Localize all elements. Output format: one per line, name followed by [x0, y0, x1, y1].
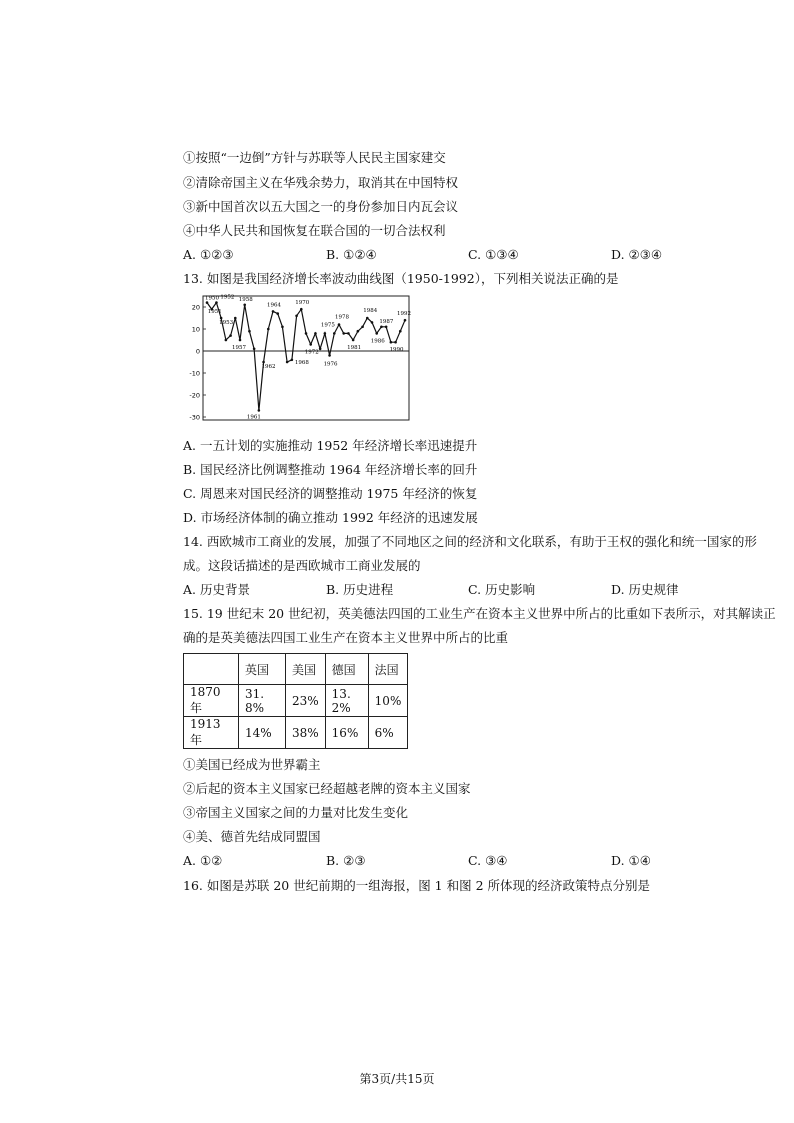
data-point	[267, 328, 270, 331]
point-label: 1992	[397, 311, 411, 318]
table-header-cell: 法国	[368, 654, 408, 685]
point-labels	[205, 295, 411, 421]
q14-option-a[interactable]: A. 历史背景	[183, 582, 250, 597]
data-point	[357, 330, 360, 333]
table-cell: 16%	[325, 717, 368, 749]
industry-share-table	[183, 653, 408, 749]
data-point	[385, 326, 388, 329]
table-header-row	[184, 654, 408, 685]
table-header-cell	[184, 654, 239, 685]
data-point	[342, 332, 345, 335]
data-point	[366, 317, 369, 320]
table-row	[184, 717, 408, 749]
data-point	[404, 319, 407, 322]
point-label: 1953	[219, 320, 234, 326]
point-label: 1975	[320, 322, 335, 329]
point-label: 1964	[267, 302, 281, 309]
q15-option-d[interactable]: D. ①④	[611, 853, 651, 868]
table-header-cell: 英国	[239, 654, 286, 685]
data-point	[314, 332, 317, 335]
y-axis	[189, 304, 206, 422]
q12-option-d[interactable]: D. ②③④	[611, 247, 663, 262]
table-cell: 38%	[286, 717, 326, 749]
point-label: 1950	[205, 295, 219, 302]
data-point	[276, 312, 279, 315]
data-point	[324, 332, 327, 335]
data-point	[239, 339, 242, 342]
q12-option-a[interactable]: A. ①②③	[183, 247, 234, 262]
data-point	[229, 334, 232, 337]
table-row	[184, 685, 408, 717]
point-label: 1981	[347, 345, 362, 351]
data-point	[375, 332, 378, 335]
data-point	[262, 361, 265, 364]
chart-frame	[203, 296, 409, 420]
data-point	[253, 348, 256, 351]
q12-item-2: ②清除帝国主义在华残余势力，取消其在中国特权	[183, 175, 459, 190]
q13-option-a[interactable]: A. 一五计划的实施推动 1952 年经济增长率迅速提升	[183, 438, 478, 453]
point-label: 1951	[207, 309, 222, 316]
q14-option-c[interactable]: C. 历史影响	[468, 582, 536, 597]
q13-stem: 13. 如图是我国经济增长率波动曲线图（1950-1992），下列相关说法正确的是	[183, 271, 619, 286]
data-point	[328, 354, 331, 357]
data-point	[309, 343, 312, 346]
point-label: 1986	[370, 338, 385, 345]
point-label: 1976	[323, 361, 338, 368]
q15-item-2: ②后起的资本主义国家已经超越老牌的资本主义国家	[183, 781, 471, 796]
point-label: 1987	[379, 318, 394, 325]
q13-option-d[interactable]: D. 市场经济体制的确立推动 1992 年经济的迅速发展	[183, 510, 478, 525]
point-label: 1958	[238, 296, 253, 303]
data-point	[220, 317, 223, 320]
point-label: 1972	[304, 349, 319, 356]
q13-option-b[interactable]: B. 国民经济比例调整推动 1964 年经济增长率的回升	[183, 462, 478, 477]
data-point	[390, 341, 393, 344]
q14-option-d[interactable]: D. 历史规律	[611, 582, 679, 597]
point-label: 1952	[220, 294, 235, 301]
table-cell: 10%	[368, 685, 408, 717]
data-point	[225, 339, 228, 342]
data-point	[272, 310, 275, 313]
data-point	[371, 321, 374, 324]
q16-stem: 16. 如图是苏联 20 世纪前期的一组海报，图 1 和图 2 所体现的经济政策特点分别是	[183, 878, 651, 893]
q12-option-b[interactable]: B. ①②④	[326, 247, 377, 262]
data-point	[333, 332, 336, 335]
page-footer: 第3页/共15页	[359, 1072, 435, 1086]
y-tick-label: 20	[191, 303, 200, 312]
point-label: 1970	[295, 300, 310, 307]
data-point	[319, 348, 322, 351]
table-cell: 1870 年	[184, 685, 239, 717]
table-cell: 13. 2%	[325, 685, 368, 717]
data-point	[206, 301, 209, 304]
data-point	[295, 315, 298, 318]
table-cell: 6%	[368, 717, 408, 749]
data-point	[352, 339, 355, 342]
y-tick-label: -10	[189, 369, 200, 378]
q15-option-b[interactable]: B. ②③	[326, 853, 366, 868]
q12-option-c[interactable]: C. ①③④	[468, 247, 519, 262]
table-cell: 1913 年	[184, 717, 239, 749]
data-point	[361, 326, 364, 329]
data-point	[338, 323, 341, 326]
data-point	[394, 341, 397, 344]
q14-option-b[interactable]: B. 历史进程	[326, 582, 394, 597]
q12-item-1: ①按照“一边倒”方针与苏联等人民民主国家建交	[183, 150, 446, 165]
q12-item-3: ③新中国首次以五大国之一的身份参加日内瓦会议	[183, 199, 459, 214]
table-header-cell: 德国	[325, 654, 368, 685]
q12-item-4: ④中华人民共和国恢复在联合国的一切合法权利	[183, 223, 446, 238]
q15-item-4: ④美、德首先结成同盟国	[183, 829, 321, 844]
data-point	[243, 304, 246, 307]
data-point	[234, 317, 237, 320]
point-label: 1957	[232, 345, 246, 351]
q13-option-c[interactable]: C. 周恩来对国民经济的调整推动 1975 年经济的恢复	[183, 486, 478, 501]
data-point	[305, 332, 308, 335]
table-cell: 14%	[239, 717, 286, 749]
data-point	[215, 301, 218, 304]
q14-stem-line1: 14. 西欧城市工商业的发展，加强了不同地区之间的经济和文化联系，有助于王权的强化和统一国家的形	[183, 534, 757, 549]
table-cell: 31. 8%	[239, 685, 286, 717]
table-header-cell: 美国	[286, 654, 326, 685]
data-point	[291, 359, 294, 362]
growth-rate-chart	[183, 293, 413, 423]
y-tick-label: 0	[195, 347, 200, 356]
y-tick-label: 10	[191, 325, 200, 334]
data-point	[281, 326, 284, 329]
data-point	[347, 332, 350, 335]
data-point	[380, 326, 383, 329]
data-point	[286, 361, 289, 364]
point-label: 1962	[261, 364, 276, 370]
point-label: 1968	[294, 359, 309, 366]
point-label: 1990	[389, 347, 404, 354]
y-tick-label: -20	[189, 391, 200, 400]
point-label: 1984	[363, 308, 378, 314]
data-point	[248, 330, 251, 333]
point-label: 1961	[246, 414, 261, 421]
q15-item-3: ③帝国主义国家之间的力量对比发生变化	[183, 805, 409, 820]
y-tick-label: -30	[189, 413, 200, 422]
growth-rate-line	[207, 303, 405, 411]
q15-stem-line2: 确的是英美德法四国工业生产在资本主义世界中所占的比重	[183, 630, 509, 645]
q14-stem-line2: 成。这段话描述的是西欧城市工商业发展的	[183, 558, 421, 573]
q15-option-a[interactable]: A. ①②	[183, 853, 223, 868]
data-point	[300, 308, 303, 311]
data-point	[258, 409, 261, 412]
q15-stem-line1: 15. 19 世纪末 20 世纪初，英美德法四国的工业生产在资本主义世界中所占的比重如下表所示，对其解读正	[183, 606, 776, 621]
data-point	[399, 330, 402, 333]
q15-item-1: ①美国已经成为世界霸主	[183, 757, 321, 772]
point-label: 1978	[335, 314, 349, 321]
data-points	[206, 301, 407, 411]
q15-option-c[interactable]: C. ③④	[468, 853, 508, 868]
table-cell: 23%	[286, 685, 326, 717]
